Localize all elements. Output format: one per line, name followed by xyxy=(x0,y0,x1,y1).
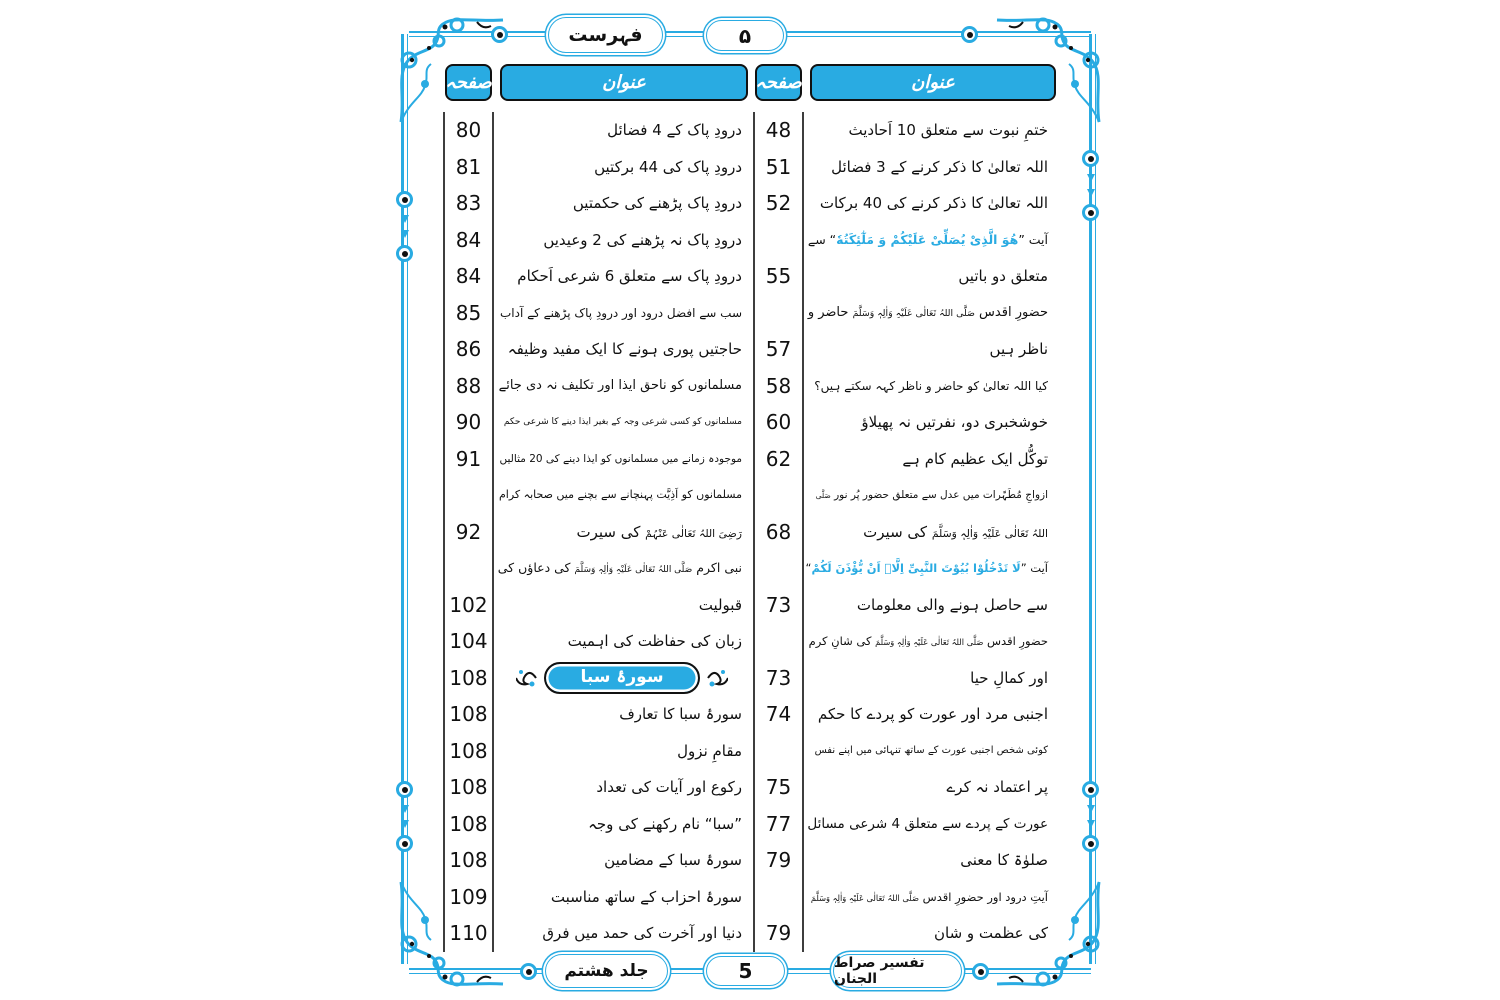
toc-page-cell xyxy=(753,404,804,441)
toc-right-column xyxy=(753,112,1056,952)
toc-page-number: 58 xyxy=(765,373,792,398)
fihrist-label: فہرست xyxy=(568,24,643,46)
bullseye-icon xyxy=(520,963,537,980)
surah-banner-cell xyxy=(494,660,750,697)
toc-page-cell xyxy=(753,842,804,879)
book-title: تفسیر صراط الجنان xyxy=(834,955,925,987)
toc-page-number: 108 xyxy=(449,811,488,836)
toc-entry-row xyxy=(753,879,1056,952)
toc-title xyxy=(804,550,1056,623)
toc-title xyxy=(494,842,750,879)
toc-page-number: 91 xyxy=(455,446,482,471)
toc-title xyxy=(494,623,750,660)
toc-page-cell xyxy=(753,879,804,952)
toc-title xyxy=(804,149,1056,186)
toc-entry-row xyxy=(753,623,1056,696)
toc-page-number: 104 xyxy=(449,629,488,653)
toc-page-number: 79 xyxy=(765,848,792,872)
toc-entry-row xyxy=(443,842,750,879)
toc-entry-row xyxy=(753,733,1056,806)
toc-page-number: 57 xyxy=(765,337,792,361)
toc-page-number: 108 xyxy=(449,665,488,690)
toc-page-number: 90 xyxy=(455,410,482,434)
bullseye-icon xyxy=(972,963,989,980)
toc-entry-row xyxy=(443,185,750,222)
toc-page-cell xyxy=(443,258,494,295)
fihrist-cartouche xyxy=(548,17,663,53)
book-title-cartouche xyxy=(833,954,962,988)
toc-title xyxy=(494,806,750,843)
bullseye-icon xyxy=(1082,781,1099,798)
toc-title-line: کی عظمت و شان xyxy=(933,924,1048,942)
toc-page-cell xyxy=(753,696,804,733)
toc-page-cell xyxy=(443,842,494,879)
toc-title xyxy=(804,733,1056,806)
toc-entry-row xyxy=(753,295,1056,368)
toc-page-cell xyxy=(443,733,494,770)
toc-title xyxy=(804,879,1056,952)
toc-page-cell xyxy=(753,368,804,405)
toc-title-line: مسلمانوں کو کسی شرعی وجہ کے بغیر ایذا دینے کا شرعی حکم xyxy=(503,417,742,427)
bullseye-icon xyxy=(396,191,413,208)
toc-entry-row xyxy=(443,112,750,149)
arrow-ornament-icon xyxy=(1087,805,1095,813)
toc-entry-row xyxy=(443,404,750,441)
surah-saba-banner: سورۂ سبا xyxy=(544,662,699,694)
toc-page-cell xyxy=(443,331,494,368)
toc-page-number: 77 xyxy=(765,811,792,836)
toc-entry-row xyxy=(443,222,750,259)
toc-entry-row xyxy=(753,185,1056,222)
toc-title-line: دنیا اور آخرت کی حمد میں فرق xyxy=(542,924,742,942)
toc-entry-row xyxy=(443,769,750,806)
book-page xyxy=(393,6,1107,994)
toc-page-cell xyxy=(443,404,494,441)
toc-title xyxy=(494,696,750,733)
toc-page-number: 84 xyxy=(455,227,482,252)
toc-title xyxy=(494,258,750,295)
toc-surah-banner-row xyxy=(443,660,750,697)
toc-title-line: خوشخبری دو، نفرتیں نہ پھیلاؤ xyxy=(861,413,1048,431)
bullseye-icon xyxy=(1082,835,1099,852)
toc-page-number: 108 xyxy=(449,775,488,799)
arrow-ornament-icon xyxy=(401,805,409,813)
toc-title xyxy=(494,149,750,186)
toc-title xyxy=(494,441,750,478)
toc-entry-row xyxy=(443,879,750,916)
toc-page-number: 110 xyxy=(449,921,488,945)
toc-page-cell xyxy=(443,477,494,550)
toc-title-line: سورۂ احزاب کے ساتھ مناسبت xyxy=(550,887,742,906)
border-ornament-cluster xyxy=(1082,150,1099,221)
toc-page-cell xyxy=(443,295,494,332)
toc-title-line: نبی اکرم صَلَّی اللہُ تَعَالٰی عَلَیْہِ وَاٰلِہٖ وَسَلَّمَ کی دعاؤں کی xyxy=(497,560,742,575)
toc-title-line: متعلق دو باتیں xyxy=(958,267,1048,285)
toc-entry-row xyxy=(443,295,750,332)
toc-left-column xyxy=(443,112,750,952)
toc-page-cell xyxy=(443,696,494,733)
arrow-ornament-icon xyxy=(401,820,409,828)
left-title-column-header: عنوان xyxy=(500,64,748,101)
toc-title xyxy=(494,368,750,405)
toc-title-line: کوئی شخص اجنبی عورت کے ساتھ تنہائی میں اپنے نفس xyxy=(814,744,1048,756)
bullseye-icon xyxy=(1082,150,1099,167)
arrow-ornament-icon xyxy=(1087,820,1095,828)
toc-title xyxy=(494,295,750,332)
toc-page-cell xyxy=(753,222,804,295)
toc-entry-row xyxy=(443,733,750,770)
bullseye-icon xyxy=(1082,204,1099,221)
toc-title-line: عورت کے پردے سے متعلق 4 شرعی مسائل xyxy=(807,815,1048,832)
toc-entry-row xyxy=(753,368,1056,405)
toc-title-line: درودِ پاک سے متعلق 6 شرعی اَحکام xyxy=(517,267,742,285)
toc-page-number: 92 xyxy=(455,519,482,544)
volume-label: جلد هشتم xyxy=(564,961,649,981)
toc-title-line: اللہ تعالیٰ کا ذکر کرنے کی 40 برکات xyxy=(819,194,1048,212)
bullseye-icon xyxy=(396,835,413,852)
toc-page-cell xyxy=(443,806,494,843)
toc-title-line: سے حاصل ہونے والی معلومات xyxy=(856,595,1048,614)
border-ornament-cluster xyxy=(396,191,413,262)
toc-entry-row xyxy=(443,915,750,952)
toc-page-cell xyxy=(443,368,494,405)
toc-title-line: مسلمانوں کو اَذِیَّت پہنچانے سے بچنے میں صحابہ کرام xyxy=(498,488,742,501)
toc-page-cell xyxy=(443,112,494,149)
toc-title xyxy=(494,477,750,550)
toc-page-cell xyxy=(753,733,804,806)
toc-page-number: 108 xyxy=(449,848,488,872)
toc-title xyxy=(494,404,750,441)
toc-page-cell xyxy=(443,222,494,259)
toc-entry-row xyxy=(753,477,1056,550)
toc-entry-row xyxy=(753,441,1056,478)
toc-entry-row xyxy=(443,550,750,623)
toc-entry-row xyxy=(753,222,1056,295)
toc-title xyxy=(804,112,1056,149)
toc-title-line: زبان کی حفاظت کی اہمیت xyxy=(567,632,742,650)
toc-page-cell xyxy=(753,477,804,550)
right-title-column-header: عنوان xyxy=(810,64,1056,101)
toc-title-line: سورۂ سبا کا تعارف xyxy=(619,705,742,723)
arrow-ornament-icon xyxy=(1087,189,1095,197)
top-page-number: ۵ xyxy=(738,23,752,48)
toc-title-line: ختمِ نبوت سے متعلق 10 اَحادیث xyxy=(848,121,1048,139)
toc-title-line: درودِ پاک نہ پڑھنے کی 2 وعیدیں xyxy=(543,230,742,249)
toc-entry-row xyxy=(443,368,750,405)
toc-title-line: صلوٰۃ کا معنی xyxy=(960,851,1048,869)
toc-title xyxy=(804,404,1056,441)
toc-page-number: 75 xyxy=(765,775,792,799)
toc-title-line: آیت ”لَا تَدْخُلُوْا بُیُوْتَ النَّبِیِّ اِلَّاۤ اَنْ یُّؤْذَنَ لَكُمْ“ xyxy=(805,561,1048,575)
toc-entry-row xyxy=(753,696,1056,733)
toc-page-cell xyxy=(753,550,804,623)
toc-title xyxy=(804,222,1056,295)
toc-title xyxy=(804,441,1056,478)
volume-cartouche xyxy=(545,954,668,988)
toc-title xyxy=(494,222,750,259)
toc-page-cell xyxy=(443,550,494,623)
toc-page-number: 73 xyxy=(765,592,792,617)
toc-page-cell xyxy=(753,295,804,368)
toc-title-line: آیت ”هُوَ الَّذِیْ یُصَلِّیْ عَلَیْكُمْ وَ مَلٰٓئِكَتُهٗ“ سے xyxy=(807,231,1048,247)
toc-page-cell xyxy=(443,185,494,222)
right-page-column-header: صفحہ xyxy=(755,64,802,101)
toc-title xyxy=(494,185,750,222)
toc-page-number: 73 xyxy=(765,665,792,690)
toc-title xyxy=(804,477,1056,550)
toc-title-line: درودِ پاک کی 44 برکتیں xyxy=(594,157,742,176)
toc-title-line: پر اعتماد نہ کرے xyxy=(946,778,1048,796)
toc-title-line: اجنبی مرد اور عورت کو پردے کا حکم xyxy=(817,705,1048,723)
toc-page-number: 109 xyxy=(449,884,488,909)
toc-title xyxy=(494,112,750,149)
toc-page-number: 80 xyxy=(455,118,482,142)
toc-title-line: رکوع اور آیات کی تعداد xyxy=(596,778,742,796)
toc-title-line: درودِ پاک کے 4 فضائل xyxy=(607,121,742,139)
border-ornament-cluster xyxy=(396,781,413,852)
toc-entry-row xyxy=(753,806,1056,843)
toc-title xyxy=(494,550,750,623)
toc-entry-row xyxy=(443,258,750,295)
toc-page-number: 55 xyxy=(765,264,792,288)
toc-entry-row xyxy=(753,149,1056,186)
bullseye-icon xyxy=(396,245,413,262)
toc-title xyxy=(804,696,1056,733)
toc-title-line: سورۂ سبا کے مضامین xyxy=(604,851,742,869)
toc-page-number: 60 xyxy=(765,410,792,434)
toc-title xyxy=(494,915,750,952)
toc-page-cell xyxy=(753,112,804,149)
toc-page-cell xyxy=(753,806,804,843)
toc-title-line: ناظر ہیں xyxy=(989,340,1048,358)
toc-title xyxy=(804,623,1056,696)
toc-title xyxy=(494,331,750,368)
toc-entry-row xyxy=(443,149,750,186)
toc-page-number: 83 xyxy=(455,191,482,215)
top-page-number-oval xyxy=(706,20,784,51)
toc-page-cell xyxy=(443,879,494,916)
toc-entry-row xyxy=(443,477,750,550)
toc-page-number: 88 xyxy=(455,373,482,398)
toc-title-line: اللہُ تَعَالٰی عَلَیْہِ وَاٰلِہٖ وَسَلَّمَ کی سیرت xyxy=(863,522,1048,541)
bullseye-icon xyxy=(491,26,508,43)
toc-title-line: کیا اللہ تعالیٰ کو حاضر و ناظر کہہ سکتے ہیں؟ xyxy=(814,378,1048,393)
toc-entry-row xyxy=(443,696,750,733)
toc-title xyxy=(804,368,1056,405)
toc-page-cell xyxy=(753,185,804,222)
toc-title xyxy=(804,295,1056,368)
toc-entry-row xyxy=(753,112,1056,149)
toc-page-cell xyxy=(443,915,494,952)
toc-page-number: 84 xyxy=(455,264,482,288)
banner-flourish-icon xyxy=(706,667,728,689)
toc-title xyxy=(804,806,1056,843)
toc-title xyxy=(494,879,750,916)
toc-title-line: اللہ تعالیٰ کا ذکر کرنے کے 3 فضائل xyxy=(831,157,1048,176)
toc-page-number: 68 xyxy=(765,519,792,544)
toc-page-number: 108 xyxy=(449,702,488,726)
toc-title xyxy=(494,733,750,770)
toc-title-line: سب سے افضل درود اور درودِ پاک پڑھنے کے آداب xyxy=(499,305,742,320)
toc-title xyxy=(804,185,1056,222)
toc-entry-row xyxy=(443,331,750,368)
toc-page-number: 74 xyxy=(765,702,792,726)
toc-title-line: ازواجِ مُطَہَّرات میں عدل سے متعلق حضور پُر نور صَلَّی xyxy=(815,489,1048,501)
toc-page-cell xyxy=(443,149,494,186)
toc-title-line: اور کمالِ حیا xyxy=(970,668,1048,687)
toc-entry-row xyxy=(753,842,1056,879)
toc-page-number: 102 xyxy=(449,592,488,617)
toc-title-line: رَضِیَ اللہُ تَعَالٰی عَنْہُمْ کی سیرت xyxy=(576,522,742,541)
toc-page-number: 108 xyxy=(449,738,488,763)
toc-title-line: درودِ پاک پڑھنے کی حکمتیں xyxy=(572,194,742,212)
toc-page-number: 86 xyxy=(455,337,482,361)
toc-page-cell xyxy=(443,623,494,660)
banner-flourish-icon xyxy=(516,667,538,689)
arrow-ornament-icon xyxy=(401,215,409,223)
toc-title xyxy=(804,842,1056,879)
toc-page-cell xyxy=(753,149,804,186)
toc-title-line: توکُّل ایک عظیم کام ہے xyxy=(902,449,1048,468)
toc-title-line: حاجتیں پوری ہونے کا ایک مفید وظیفہ xyxy=(507,340,742,358)
toc-entry-row xyxy=(443,623,750,660)
toc-page-number: 81 xyxy=(455,154,482,179)
toc-title-line: مقامِ نزول xyxy=(677,741,742,760)
border-ornament-cluster xyxy=(1082,781,1099,852)
bullseye-icon xyxy=(961,26,978,43)
toc-title-line: قبولیت xyxy=(698,595,742,614)
toc-title-line: ”سبا“ نام رکھنے کی وجہ xyxy=(588,814,742,833)
toc-title-line: آیتِ درود اور حضورِ اقدس صَلَّی اللہُ تَعَالٰی عَلَیْہِ وَاٰلِہٖ وَسَلَّمَ xyxy=(810,889,1048,904)
toc-title-line: حضورِ اقدس صَلَّی اللہُ تَعَالٰی عَلَیْہِ وَاٰلِہٖ وَسَلَّمَ کی شانِ کرم xyxy=(808,634,1048,648)
toc-entry-row xyxy=(443,441,750,478)
toc-title-line: حضورِ اقدس صَلَّی اللہُ تَعَالٰی عَلَیْہِ وَاٰلِہٖ وَسَلَّمَ حاضر و xyxy=(807,304,1048,320)
left-page-column-header: صفحہ xyxy=(445,64,492,101)
toc-page-number: 48 xyxy=(765,118,792,142)
toc-entry-row xyxy=(753,550,1056,623)
toc-page-number: 62 xyxy=(765,446,792,471)
bullseye-icon xyxy=(396,781,413,798)
footer-page-number: 5 xyxy=(738,959,753,983)
toc-title-line: موجودہ زمانے میں مسلمانوں کو ایذا دینے کی 20 مثالیں xyxy=(499,452,742,465)
toc-page-cell xyxy=(443,441,494,478)
toc-page-cell xyxy=(753,441,804,478)
toc-page-number: 79 xyxy=(765,921,792,945)
toc-entry-row xyxy=(443,806,750,843)
toc-title-line: مسلمانوں کو ناحق ایذا اور تکلیف نہ دی جائے xyxy=(498,377,742,393)
toc-page-number: 85 xyxy=(455,300,482,325)
arrow-ornament-icon xyxy=(401,230,409,238)
arrow-ornament-icon xyxy=(1087,174,1095,182)
toc-entry-row xyxy=(753,404,1056,441)
toc-page-number: 52 xyxy=(765,191,792,215)
toc-title xyxy=(494,769,750,806)
footer-page-number-oval xyxy=(706,956,785,986)
toc-page-cell xyxy=(443,660,494,697)
toc-page-number: 51 xyxy=(765,154,792,179)
toc-page-cell xyxy=(443,769,494,806)
toc-page-cell xyxy=(753,623,804,696)
